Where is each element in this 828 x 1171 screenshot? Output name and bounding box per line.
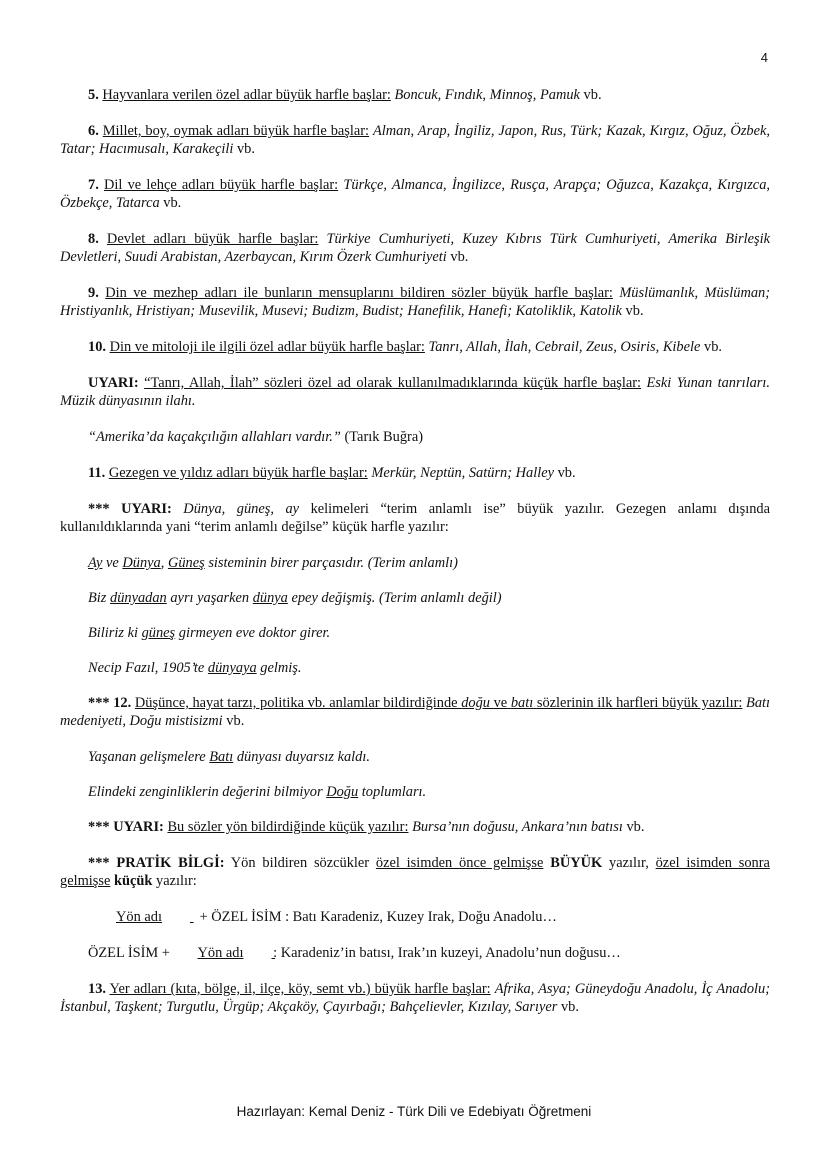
example-6: [88, 783, 770, 801]
formula-text: ÖZEL İSİM +: [88, 945, 174, 961]
rule-tail: vb.: [226, 713, 245, 729]
rule-examples: Tanrı, Allah, İlah, Cebrail, Zeus, Osiris, Kibele: [428, 339, 701, 355]
warning-tail: vb.: [626, 819, 645, 835]
warning-examples: Bursa’nın doğusu, Ankara’nın batısı: [412, 819, 623, 835]
blank-line: [162, 908, 196, 926]
page-number: 4: [760, 50, 768, 65]
practical-underlined: özel isimden sonra gelmişse: [60, 855, 770, 889]
example-word: Doğu: [326, 784, 359, 800]
warning-text: Bu sözler yön bildirdiğinde küçük yazılır:: [167, 819, 409, 835]
rule-tail: vb.: [704, 339, 722, 355]
quote: [60, 428, 770, 446]
rule-text: Din ve mitoloji ile ilgili özel adlar büyük harfle başlar:: [109, 339, 425, 355]
warning-text: “Tanrı, Allah, İlah” sözleri özel ad olarak kullanılmadıklarında küçük harfle başlar:: [144, 375, 642, 391]
rule-11: [60, 464, 770, 482]
rule-number: 8.: [88, 231, 99, 247]
example-word: Ay: [88, 555, 103, 571]
example-word: Dünya: [122, 555, 161, 571]
example-text: ayrı yaşarken: [166, 590, 253, 606]
rule-examples: Türkiye Cumhuriyeti, Kuzey Kıbrıs Türk Cumhuriyeti, Amerika Birleşik Devletleri, Suudi Arabistan, Azerbaycan, Kırım Özerk Cumhuriyeti: [60, 231, 770, 265]
rule-text: Gezegen ve yıldız adları büyük harfle başlar:: [108, 465, 368, 481]
example-word: Batı: [209, 749, 234, 765]
formula-1: [60, 908, 770, 926]
rule-9: [60, 284, 770, 320]
rule-13: [60, 980, 770, 1016]
example-5: [88, 748, 770, 766]
rule-examples: Müslümanlık, Müslüman; Hristiyanlık, Hristiyan; Musevilik, Musevi; Budizm, Budist; Hanefilik, Hanefi; Katoliklik, Katolik: [60, 285, 771, 319]
rule-number: 10.: [88, 339, 106, 355]
rule-tail: vb.: [163, 195, 182, 211]
formula-2: [60, 944, 770, 962]
practical-big: BÜYÜK: [550, 855, 603, 871]
stars: ***: [88, 855, 110, 871]
practical-small: küçük: [113, 873, 153, 889]
example-3: [88, 624, 770, 642]
rule-examples: Merkür, Neptün, Satürn; Halley: [371, 465, 554, 481]
example-word: güneş: [141, 625, 176, 641]
practical-text: yazılır:: [156, 873, 197, 889]
example-text: toplumları.: [358, 784, 427, 800]
practical-underlined: özel isimden önce gelmişse: [375, 855, 544, 871]
example-2: [88, 589, 770, 607]
example-text: Elindeki zenginliklerin değerini bilmiyor: [88, 784, 327, 800]
rule-tail: vb.: [450, 249, 469, 265]
warning-words: Dünya, güneş, ay: [183, 501, 300, 517]
footer: Hazırlayan: Kemal Deniz - Türk Dili ve Edebiyatı Öğretmeni: [236, 1104, 592, 1119]
example-word: dünyaya: [207, 660, 257, 676]
stars: ***: [88, 819, 110, 835]
blank-line: [88, 908, 116, 926]
example-text: epey değişmiş. (Terim anlamlı değil): [287, 590, 502, 606]
example-1: [88, 554, 770, 572]
rule-examples: Afrika, Asya; Güneydoğu Anadolu, İç Anadolu; İstanbul, Taşkent; Turgutlu, Ürgüp; Akçaköy, Çayırbağı; Bahçelievler, Kızılay, Sarıyer: [60, 981, 770, 1015]
formula-text: : Karadeniz’in batısı, Irak’ın kuzeyi, Anadolu’nun doğusu…: [269, 945, 621, 961]
rule-word: doğu: [461, 695, 490, 711]
rule-examples: Alman, Arap, İngiliz, Japon, Rus, Türk; Kazak, Kırgız, Oğuz, Özbek, Tatar; Hacımusalı, Karakeçili: [60, 123, 770, 157]
warning-tanri: [60, 374, 770, 410]
formula-blank-label: Yön adı: [116, 909, 162, 925]
example-word: Güneş: [167, 555, 205, 571]
warning-examples: Eski Yunan tanrıları. Müzik dünyasının ilahı.: [60, 375, 770, 409]
example-text: Yaşanan gelişmelere: [88, 749, 210, 765]
rule-text: [135, 695, 743, 711]
example-text: sisteminin birer parçasıdır. (Terim anlamlı): [204, 555, 458, 571]
rule-tail: vb.: [560, 999, 579, 1015]
rule-number: 6.: [88, 123, 99, 139]
warning-label: UYARI:: [121, 501, 172, 517]
stars: ***: [88, 501, 110, 517]
warning-label: UYARI:: [113, 819, 164, 835]
formula-blank-label: Yön adı: [197, 945, 244, 961]
practical-text: Yön bildiren sözcükler: [230, 855, 370, 871]
example-text: ve: [102, 555, 123, 571]
example-text: Biliriz ki: [88, 625, 142, 641]
rule-tail: vb.: [236, 141, 255, 157]
example-text: dünyası duyarsız kaldı.: [233, 749, 370, 765]
stars: ***: [88, 695, 110, 711]
rule-tail: vb.: [583, 87, 602, 103]
example-text: girmeyen eve doktor girer.: [175, 625, 331, 641]
rule-number: 7.: [88, 177, 99, 193]
rule-word: batı: [510, 695, 534, 711]
example-text: Necip Fazıl, 1905’te: [88, 660, 208, 676]
rule-text: Hayvanlara verilen özel adlar büyük harfle başlar:: [102, 87, 391, 103]
warning-text: kelimeleri “terim anlamlı ise” büyük yazılır. Gezegen anlamı dışında kullanıldıklarında yani “terim anlamlı değilse” küçük harfle yazılır:: [60, 501, 770, 535]
practical-label: PRATİK BİLGİ:: [116, 855, 225, 871]
blank-line: [244, 944, 270, 962]
example-text: gelmiş.: [256, 660, 302, 676]
example-word: dünya: [252, 590, 288, 606]
practical-text: yazılır,: [609, 855, 649, 871]
rule-number: 5.: [88, 87, 99, 103]
rule-number: 12.: [113, 695, 132, 711]
warning-direction: [60, 818, 770, 836]
document-body: [60, 86, 770, 1034]
rule-examples: Batı medeniyeti, Doğu mistisizmi: [60, 695, 771, 729]
rule-8: [60, 230, 770, 266]
quote-text: “Amerika’da kaçakçılığın allahları vardır.”: [88, 429, 341, 445]
rule-text: Yer adları (kıta, bölge, il, ilçe, köy, semt vb.) büyük harfle başlar:: [109, 981, 491, 997]
rule-text-b: sözlerinin ilk harfleri büyük yazılır:: [536, 695, 743, 711]
warning-dunya: [60, 500, 770, 536]
formula-text: + ÖZEL İSİM : Batı Karadeniz, Kuzey Irak, Doğu Anadolu…: [195, 909, 557, 925]
rule-examples: Boncuk, Fındık, Minnoş, Pamuk: [394, 87, 580, 103]
rule-text-mid: ve: [493, 695, 508, 711]
rule-12: [60, 694, 770, 730]
rule-number: 11.: [88, 465, 106, 481]
rule-number: 9.: [88, 285, 99, 301]
quote-author: (Tarık Buğra): [344, 429, 423, 445]
rule-tail: vb.: [625, 303, 644, 319]
rule-text: Devlet adları büyük harfle başlar:: [106, 231, 319, 247]
rule-6: [60, 122, 770, 158]
blank-line: [174, 944, 198, 962]
example-text: ,: [160, 555, 168, 571]
practical-info: [60, 854, 770, 890]
rule-text: Dil ve lehçe adları büyük harfle başlar:: [104, 177, 339, 193]
rule-tail: vb.: [557, 465, 576, 481]
example-word: dünyadan: [110, 590, 167, 606]
rule-number: 13.: [88, 981, 106, 997]
example-4: [88, 659, 770, 677]
rule-7: [60, 176, 770, 212]
rule-10: [60, 338, 770, 356]
rule-text: Millet, boy, oymak adları büyük harfle başlar:: [102, 123, 370, 139]
rule-examples: Türkçe, Almanca, İngilizce, Rusça, Arapça; Oğuzca, Kazakça, Kırgızca, Özbekçe, Tatarca: [60, 177, 770, 211]
rule-text: Din ve mezhep adları ile bunların mensuplarını bildiren sözler büyük harfle başlar:: [105, 285, 613, 301]
example-text: Biz: [88, 590, 110, 606]
warning-label: UYARI:: [88, 375, 139, 391]
rule-text-a: Düşünce, hayat tarzı, politika vb. anlamlar bildirdiğinde: [134, 695, 458, 711]
rule-5: [60, 86, 770, 104]
